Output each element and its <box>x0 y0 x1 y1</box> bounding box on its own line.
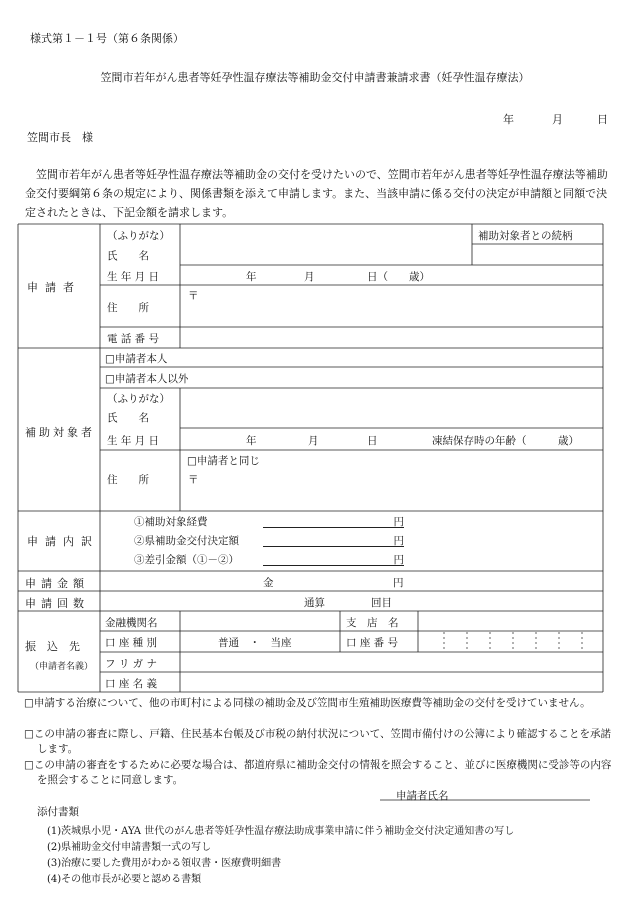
holder-label: 口 座 名 義 <box>105 678 158 690</box>
subject-section-label: 補助対象者 <box>25 426 95 439</box>
consent-note-2[interactable]: □この申請の審査に際し、戸籍、住民基本台帳及び市税の納付状況について、笠間市備付けの公簿により確認することを承諾します。 <box>24 728 611 755</box>
breakdown-item-1: ①補助対象経費 <box>134 516 208 528</box>
bank-field[interactable] <box>182 613 338 629</box>
subject-other-checkbox[interactable]: □申請者本人以外 <box>105 373 189 385</box>
account-type-label: 口 座 種 別 <box>105 637 158 649</box>
breakdown-value-2[interactable] <box>263 533 404 547</box>
subject-name-label: 氏 名 <box>107 412 149 424</box>
subject-birth-label: 生 年 月 日 <box>107 435 160 447</box>
attachment-item: (1)茨城県小児・AYA 世代のがん患者等妊孕性温存療法助成事業申請に伴う補助金交付決定通知書の写し <box>47 826 515 837</box>
applicant-name-label: 氏 名 <box>107 250 149 262</box>
attachments-title: 添付書類 <box>37 806 79 818</box>
transfer-sub-label: （申請者名義） <box>30 662 94 672</box>
subject-postal-mark[interactable]: 〒 <box>188 474 199 486</box>
applicant-birth-label: 生 年 月 日 <box>107 271 160 283</box>
breakdown-item-3: ③差引金額（①－②） <box>134 554 239 566</box>
subject-name-field[interactable] <box>182 390 601 426</box>
applicant-furigana-label: （ふりがな） <box>107 230 170 242</box>
breakdown-value-1[interactable] <box>263 514 404 528</box>
attachment-item: (3)治療に要した費用がわかる領収書・医療費明細書 <box>47 858 282 869</box>
applicant-name-field[interactable] <box>182 226 470 263</box>
applicant-birth-month: 月 <box>304 271 315 283</box>
subject-address-label: 住 所 <box>107 474 149 486</box>
document-title: 笠間市若年がん患者等妊孕性温存療法等補助金交付申請書兼請求書（妊孕性温存療法） <box>100 71 530 84</box>
subject-furigana-label: （ふりがな） <box>107 393 170 405</box>
amount-label: 申請金額 <box>25 577 89 590</box>
subject-birth-year: 年 <box>246 435 257 447</box>
subject-same-checkbox[interactable]: □申請者と同じ <box>187 455 260 467</box>
intro-paragraph: 笠間市若年がん患者等妊孕性温存療法等補助金の交付を受けたいので、笠間市若年がん患者等妊孕性温存療法等補助金交付要綱第６条の規定により、関係書類を添えて申請します。また、当該申請に係る交付の決定が申請額と同額で決定されたときは、下記金額を請求します。 <box>25 168 608 219</box>
signature-field[interactable] <box>460 786 590 799</box>
date-year[interactable]: 年 <box>503 113 514 126</box>
amount-kin: 金 <box>263 577 274 589</box>
subject-self-checkbox[interactable]: □申請者本人 <box>105 353 168 365</box>
kana-field[interactable] <box>182 654 601 670</box>
yen-unit: 円 <box>393 554 404 566</box>
applicant-postal-mark[interactable]: 〒 <box>188 290 199 302</box>
breakdown-section-label: 申請内訳 <box>27 535 99 548</box>
applicant-birth-year: 年 <box>246 271 257 283</box>
applicant-address-label: 住 所 <box>107 302 149 314</box>
holder-field[interactable] <box>182 674 601 690</box>
yen-unit: 円 <box>393 516 404 528</box>
attachment-item: (4)その他市長が必要と認める書類 <box>47 874 202 885</box>
frozen-age: 凍結保存時の年齢（ 歳） <box>432 435 579 447</box>
attachment-item: (2)県補助金交付申請書類一式の写し <box>47 842 212 853</box>
count-times: 回目 <box>371 597 392 609</box>
consent-note-1[interactable]: □申請する治療について、他の市町村による同様の補助金及び笠間市生殖補助医療費等補助金の交付を受けていません。 <box>24 697 591 709</box>
kana-label: フ リ ガ ナ <box>105 658 158 670</box>
applicant-birth-day: 日（ 歳） <box>367 271 430 283</box>
subject-birth-month: 月 <box>308 435 319 447</box>
transfer-section-label: 振 込 先 <box>25 640 80 653</box>
amount-field[interactable] <box>275 573 390 589</box>
relation-field[interactable] <box>474 246 601 263</box>
signature-label: 申請者氏名 <box>396 790 449 802</box>
date-day[interactable]: 日 <box>597 113 608 126</box>
subject-birth-day: 日 <box>367 435 378 447</box>
branch-field[interactable] <box>420 613 601 629</box>
account-type-options[interactable]: 普通 ・ 当座 <box>218 637 292 649</box>
account-number-field[interactable] <box>420 633 601 650</box>
branch-label: 支 店 名 <box>346 617 399 629</box>
relation-label: 補助対象者との続柄 <box>478 230 573 242</box>
yen-unit: 円 <box>393 535 404 547</box>
count-total: 通算 <box>304 597 325 609</box>
form-number: 様式第１－１号（第６条関係） <box>30 32 184 45</box>
count-field[interactable] <box>328 593 368 609</box>
consent-note-3[interactable]: □この申請の審査をするために必要な場合は、都道府県に補助金交付の情報を照会すること、並びに医療機関に受診等の内容を照会することに同意します。 <box>24 759 612 786</box>
breakdown-item-2: ②県補助金交付決定額 <box>134 535 239 547</box>
amount-yen: 円 <box>393 577 404 589</box>
date-month[interactable]: 月 <box>552 113 563 126</box>
count-label: 申請回数 <box>25 597 89 610</box>
account-number-label: 口 座 番 号 <box>346 637 399 649</box>
addressee: 笠間市長 様 <box>27 131 93 144</box>
applicant-section-label: 申請者 <box>27 281 81 294</box>
breakdown-value-3[interactable] <box>263 552 404 566</box>
applicant-phone-field[interactable] <box>182 329 601 346</box>
applicant-phone-label: 電 話 番 号 <box>107 333 160 345</box>
bank-label: 金融機関名 <box>105 617 158 629</box>
